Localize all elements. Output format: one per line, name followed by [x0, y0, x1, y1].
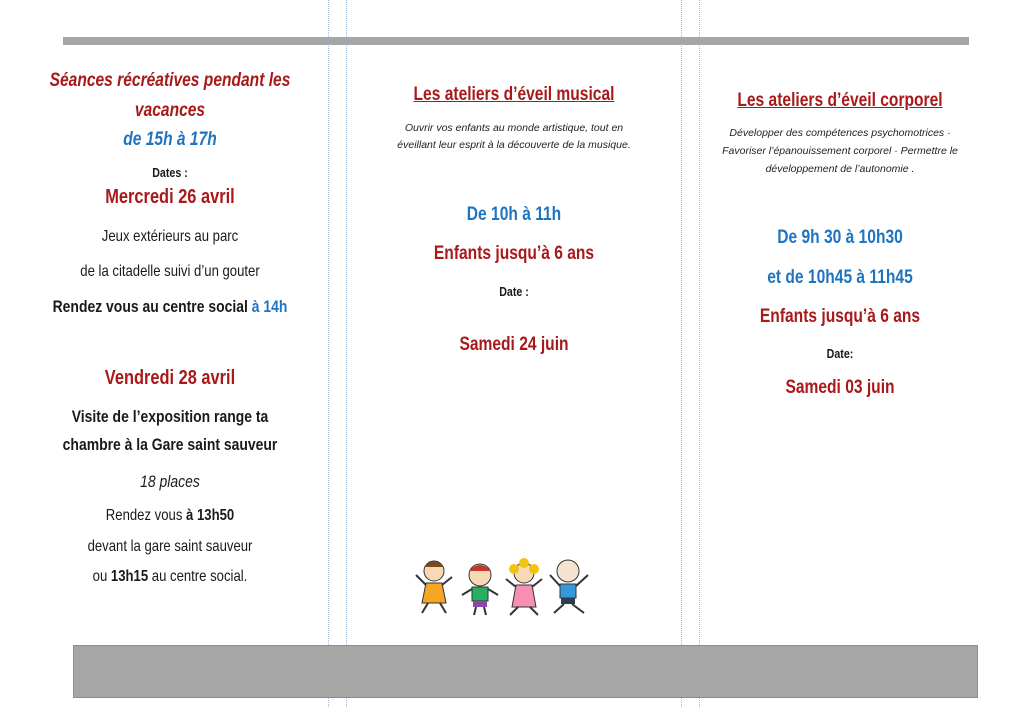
child-1: [416, 561, 452, 613]
left-places: 18 places: [140, 472, 200, 491]
left-meet2-line3: [39, 568, 301, 586]
left-panel: [10, 0, 330, 640]
left-meet1-text: Rendez vous au centre social: [52, 297, 252, 316]
left-meet2-time: à 13h50: [186, 507, 235, 524]
fold-guide-right: [681, 0, 682, 707]
right-title: Les ateliers d’éveil corporel: [737, 90, 943, 111]
right-date-label: Date:: [826, 346, 854, 361]
left-activity1-line1: Jeux extérieurs au parc: [101, 228, 239, 245]
right-date: Samedi 03 juin: [785, 377, 895, 398]
left-title-line1: Séances récréatives pendant les: [49, 70, 291, 91]
right-desc-line2: Favoriser l’épanouissement corporel · Permettre le: [722, 145, 958, 157]
middle-title: Les ateliers d’éveil musical: [413, 84, 615, 105]
left-date1: Mercredi 26 avril: [105, 186, 235, 208]
left-meet2-line3-pre: ou: [92, 568, 111, 585]
middle-date: Samedi 24 juin: [459, 334, 569, 355]
left-meet1-time: à 14h: [251, 297, 288, 316]
left-activity2-line1: Visite de l’exposition range ta: [71, 407, 269, 426]
left-meet2-text: Rendez vous: [105, 507, 187, 524]
left-activity2-line2: chambre à la Gare saint sauveur: [62, 435, 278, 454]
children-jumping-icon: [412, 555, 602, 617]
child-4: [550, 560, 588, 613]
right-desc-line3: développement de l’autonomie .: [765, 163, 915, 175]
left-activity1-line2: de la citadelle suivi d’un gouter: [80, 263, 260, 280]
right-age: Enfants jusqu’à 6 ans: [759, 306, 921, 327]
right-hours2: et de 10h45 à 11h45: [767, 267, 913, 288]
left-hours: de 15h à 17h: [123, 129, 217, 150]
left-meet2-line3-post: au centre social.: [148, 568, 248, 585]
right-desc-line1: Développer des compétences psychomotrices ·: [729, 127, 951, 139]
child-3: [506, 558, 542, 615]
right-panel: [700, 0, 980, 640]
middle-hours: De 10h à 11h: [466, 204, 562, 225]
middle-desc-line2: éveillant leur esprit à la découverte de la musique.: [397, 139, 631, 151]
left-title-line2: vacances: [134, 100, 206, 121]
middle-date-label: Date :: [499, 284, 529, 299]
middle-desc-line1: Ouvrir vos enfants au monde artistique, tout en: [404, 122, 624, 134]
middle-panel: [347, 0, 681, 640]
left-meet2-line3-time: 13h15: [110, 568, 149, 585]
middle-age: Enfants jusqu’à 6 ans: [433, 243, 595, 264]
bottom-gray-box: [73, 645, 978, 698]
left-date2: Vendredi 28 avril: [104, 367, 236, 389]
child-2: [462, 564, 498, 615]
left-meet2: [39, 507, 301, 525]
left-dates-label: Dates :: [152, 165, 188, 180]
right-hours1: De 9h 30 à 10h30: [777, 227, 903, 248]
left-meet2-line2: devant la gare saint sauveur: [87, 538, 253, 555]
left-meet1: [39, 297, 301, 317]
